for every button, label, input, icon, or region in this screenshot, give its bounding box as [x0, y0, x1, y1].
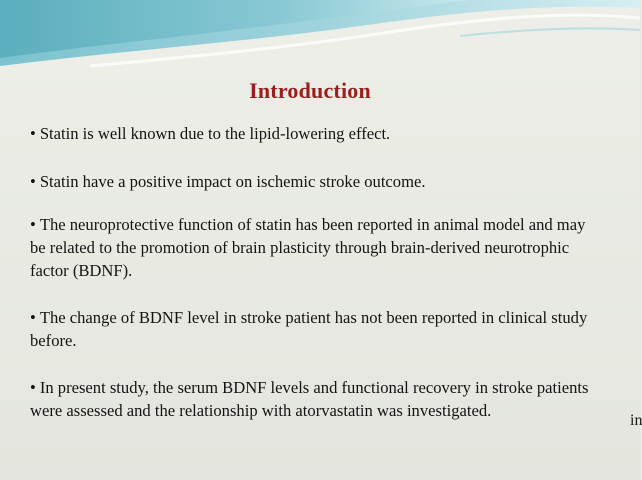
bullet-item: [30, 170, 600, 193]
bullet-item: [30, 122, 600, 145]
bullet-item: [30, 306, 600, 352]
bullet-dot: •: [30, 172, 36, 191]
bullet-dot: •: [30, 215, 36, 234]
bullet-text: Statin have a positive impact on ischemic stroke outcome.: [39, 172, 426, 191]
clipped-edge-text: in: [630, 412, 642, 429]
decorative-wave-header: [0, 0, 640, 80]
bullet-text: The neuroprotective function of statin has been reported in animal model and may be related to the promotion of brain plasticity through brain-derived neurotrophic factor (BDNF).: [30, 215, 586, 280]
bullet-item: [30, 213, 600, 282]
bullet-text: The change of BDNF level in stroke patient has not been reported in clinical study before.: [30, 308, 588, 350]
bullet-dot: •: [30, 308, 36, 327]
bullet-item: [30, 376, 600, 422]
bullet-dot: •: [30, 124, 36, 143]
bullet-text: Statin is well known due to the lipid-lowering effect.: [39, 124, 391, 143]
bullet-text: In present study, the serum BDNF levels and functional recovery in stroke patients were assessed and the relationship with atorvastatin was investigated.: [30, 378, 589, 420]
slide-title: Introduction: [249, 78, 371, 103]
bullet-dot: •: [30, 378, 36, 397]
bullet-list: [30, 122, 600, 447]
